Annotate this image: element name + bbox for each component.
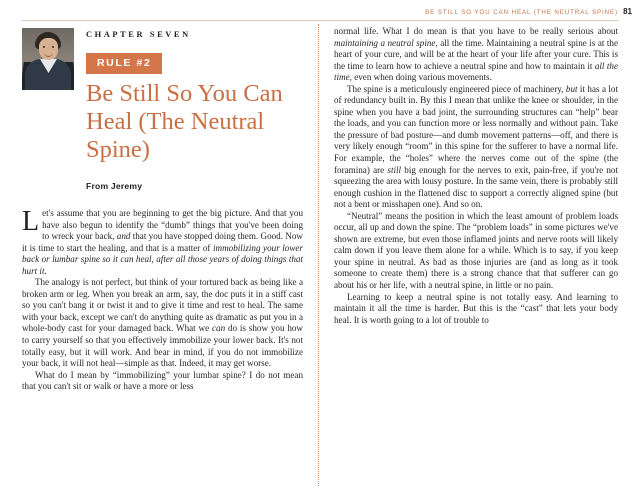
paragraph-text: normal life. What I do mean is that you have to be really serious about maintaining a neutral spine, all the time. Maintaining a neutral spine is at the heart of your cure, and will be at the heart of your life after your cure. This is the time to learn how to achieve a neutral spine and how to maintain it all the time, even when doing various movements. bbox=[334, 26, 619, 83]
paragraph-text: et's assume that you are beginning to get the big picture. And that you have also begun to identify the “dumb” things that you've been doing to wreck your back, and that you have stopped doing them. Good. Now it is time to start the healing, and that is a matter of immobilizing your lower back or lumbar spine so it can heal, after all those years of doing things that hurt it. bbox=[22, 208, 303, 276]
paragraph-text: “Neutral” means the position in which the least amount of problem loads occur, all up and down the spine. The “problem loads” in some pictures we've shown are extreme, but even those inflamed joints and nerve roots will likely calm down if you leave them alone for a while. Which is to say, if you keep your spine in neutral. As bad as those injuries are (and as long as it took someone to create them) there is a strong chance that that sufferer can go about his or her life, with a neutral spine, in little or no pain. bbox=[334, 210, 618, 291]
author-photo bbox=[22, 28, 74, 90]
page-title: Be Still So You Can Heal (The Neutral Spine) bbox=[86, 80, 283, 163]
paragraph-text: Learning to keep a neutral spine is not totally easy. And learning to maintain it all the time is harder. But this is the “cast” that lets your body heal. It is worth going to a lot of trouble to bbox=[334, 291, 618, 325]
rule-badge: RULE #2 bbox=[86, 53, 162, 74]
paragraph bbox=[22, 277, 303, 369]
left-column-body bbox=[22, 208, 303, 393]
paragraph bbox=[334, 292, 618, 327]
drop-cap: L bbox=[22, 206, 40, 237]
header-divider-rule bbox=[22, 20, 618, 21]
paragraph bbox=[22, 208, 303, 277]
column-divider bbox=[318, 24, 320, 486]
paragraph bbox=[22, 370, 303, 393]
paragraph bbox=[334, 211, 618, 292]
paragraph-text: The analogy is not perfect, but think of your tortured back as being like a broken arm or leg. When you break an arm, say, the doc puts it in a stiff cast so you can't bang it or twist it and to give it time and rest to heal. The same with your back, except we can't do anything quite as dramatic as put you in a whole-body cast for your damaged back. What we can do is show you how to carry yourself so that you effectively immobilize your lower back. It's not totally easy, but it will work. And bear in mind, if you do not immobilize your back, it will not heal—simple as that. Indeed, it may get worse. bbox=[22, 277, 303, 369]
running-head: BE STILL SO YOU CAN HEAL (THE NEUTRAL SPINE) bbox=[425, 9, 618, 16]
right-column-body bbox=[334, 26, 618, 326]
page-number: 81 bbox=[623, 7, 632, 16]
paragraph bbox=[334, 84, 618, 211]
byline: From Jeremy bbox=[86, 181, 143, 191]
paragraph-text: What do I mean by “immobilizing” your lumbar spine? I do not mean that you can't sit or walk or have a more or less bbox=[22, 369, 303, 392]
chapter-label: CHAPTER SEVEN bbox=[86, 30, 191, 39]
paragraph-text: The spine is a meticulously engineered piece of machinery, but it has a lot of redundancy built in. By this I mean that unlike the knee or shoulder, in the spine when you have a bad joint, the surrounding structures can “help” bear the loads, and you can function more or less normally and without pain. Take the pressure of bad posture—and dumb movement patterns—off, and there is very likely enough “room” in this spine for the sufferer to have a normal life. For example, the “holes” where the nerves come out of the spine (the foramina) are still big enough for the nerves to exit, pain-free, if you're not squeezing the area with lousy posture. In the same vein, there is probably still enough cushion in the flattened disc to support a correctly aligned spine (but not a bent or misshapen one). And so on. bbox=[334, 83, 619, 210]
paragraph bbox=[334, 26, 618, 84]
